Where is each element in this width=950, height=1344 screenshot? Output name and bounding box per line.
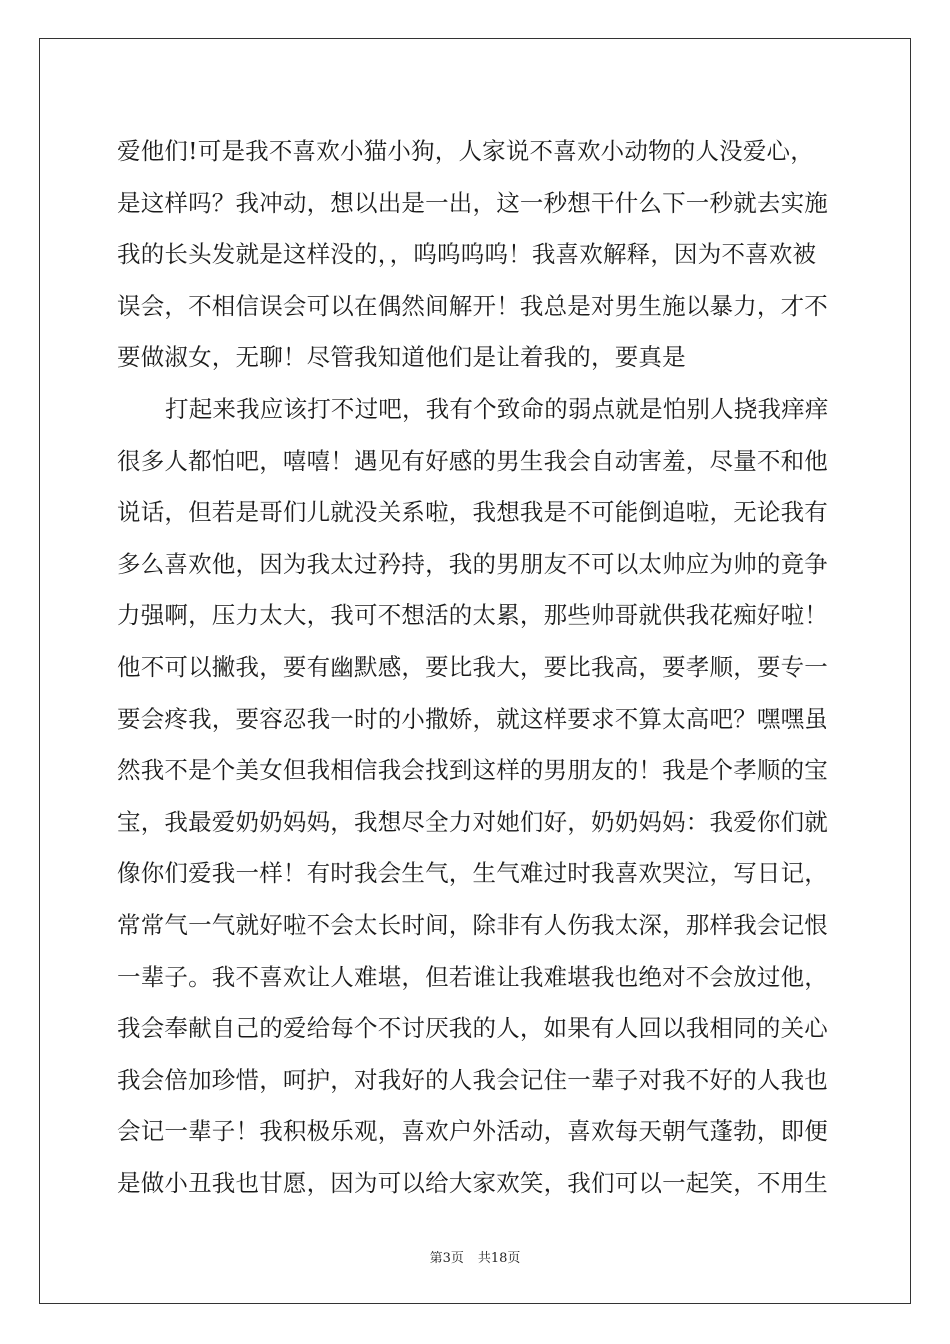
text-line: 然我不是个美女但我相信我会找到这样的男朋友的！我是个孝顺的宝 xyxy=(117,756,828,785)
text-line: 像你们爱我一样！有时我会生气，生气难过时我喜欢哭泣，写日记， xyxy=(117,859,828,888)
text-line: 常常气一气就好啦不会太长时间，除非有人伤我太深，那样我会记恨 xyxy=(117,910,828,939)
text-line: 我的长头发就是这样没的，，呜呜呜呜！我喜欢解释，因为不喜欢被 xyxy=(117,240,817,269)
page-number-total: 共18页 xyxy=(477,1251,521,1266)
text-line: 说话，但若是哥们儿就没关系啦，我想我是不可能倒追啦，无论我有 xyxy=(117,498,828,527)
text-line: 是这样吗？我冲动，想以出是一出，这一秒想干什么下一秒就去实施 xyxy=(117,188,828,217)
text-line: 要做淑女，无聊！尽管我知道他们是让着我的，要真是 xyxy=(117,343,686,372)
page-number-current: 第3页 xyxy=(429,1251,464,1266)
text-line: 是做小丑我也甘愿，因为可以给大家欢笑，我们可以一起笑，不用生 xyxy=(117,1168,828,1197)
text-line: 爱他们!可是我不喜欢小猫小狗，人家说不喜欢小动物的人没爱心， xyxy=(117,137,814,165)
text-line: 多么喜欢他，因为我太过矜持，我的男朋友不可以太帅应为帅的竟争 xyxy=(117,549,828,578)
text-line: 我会倍加珍惜，呵护，对我好的人我会记住一辈子对我不好的人我也 xyxy=(117,1065,828,1094)
paragraph-start-line: 打起来我应该打不过吧，我有个致命的弱点就是怕别人挠我痒痒 xyxy=(165,394,829,423)
page-footer xyxy=(0,1247,950,1266)
text-line: 他不可以撇我，要有幽默感，要比我大，要比我高，要孝顺，要专一 xyxy=(117,652,828,681)
text-line: 会记一辈子！我积极乐观，喜欢户外活动，喜欢每天朝气蓬勃，即便 xyxy=(117,1117,828,1146)
document-body xyxy=(117,126,837,1209)
text-line: 力强啊，压力太大，我可不想活的太累，那些帅哥就供我花痴好啦！ xyxy=(117,601,828,630)
text-line: 误会，不相信误会可以在偶然间解开！我总是对男生施以暴力，才不 xyxy=(117,291,828,320)
text-line: 我会奉献自己的爱给每个不讨厌我的人，如果有人回以我相同的关心 xyxy=(117,1014,828,1043)
text-line: 宝，我最爱奶奶妈妈，我想尽全力对她们好，奶奶妈妈：我爱你们就 xyxy=(117,807,828,836)
text-line: 一辈子。我不喜欢让人难堪，但若谁让我难堪我也绝对不会放过他， xyxy=(117,962,828,991)
text-line: 很多人都怕吧，嘻嘻！遇见有好感的男生我会自动害羞，尽量不和他 xyxy=(117,446,828,475)
text-line: 要会疼我，要容忍我一时的小撒娇，就这样要求不算太高吧？嘿嘿虽 xyxy=(117,704,828,733)
